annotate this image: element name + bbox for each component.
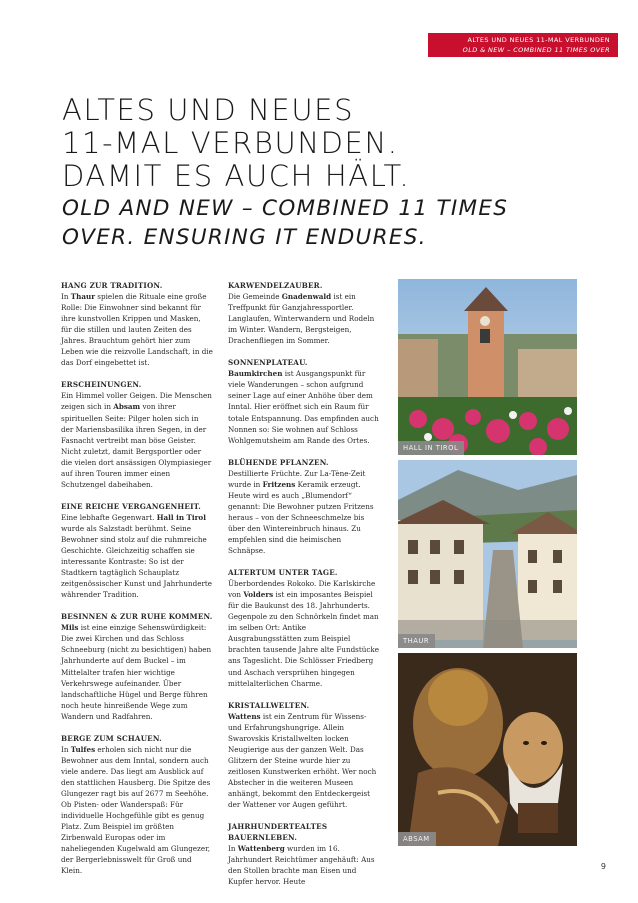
section-heading: KARWENDELZAUBER. — [228, 281, 323, 290]
place-name: Fritzens — [262, 479, 296, 489]
section-heading: EINE REICHE VERGANGENHEIT. — [61, 501, 201, 511]
headline-english: OLD AND NEW – COMBINED 11 TIMES OVER. ENSURING IT ENDURES. — [62, 196, 509, 250]
photo-hall-in-tirol — [398, 279, 577, 455]
article-section — [61, 611, 213, 721]
place-name: Absam — [113, 402, 141, 412]
section-heading: BLÜHENDE PFLANZEN. — [228, 457, 329, 467]
article-section — [228, 700, 380, 810]
section-body: In Tulfes erholen sich nicht nur die Bewohner aus dem Inntal, sondern auch viele andere. Das liegt am Ausblick auf den stattlichen Hausberg. Die Spitze des Glungezer ragt bis auf 2677 m Seehöhe. Ob Pisten- oder Wanderspaß: Für individuelle Hochgefühle gibt es genug Platz. Zum Beispiel im größten Zirbenwald Europas oder im naheliegenden Kugelwald am Glungezer, der Bergerlebnisswelt für Groß und Klein. — [61, 744, 211, 876]
place-name: Gnadenwald — [281, 292, 332, 302]
section-body: In Wattenberg wurden im 16. Jahrhundert Reichtümer angehäuft: Aus den Stollen brachte man Eisen und Kupfer hervor. Heute — [228, 844, 375, 887]
headline — [62, 94, 602, 252]
town-tower-image — [398, 279, 577, 455]
text-column-middle — [228, 280, 380, 898]
article-section — [228, 280, 380, 346]
village-street-image — [398, 460, 577, 648]
article-section — [228, 357, 380, 445]
section-body: Destillierte Früchte. Zur La-Tène-Zeit wurde in Fritzens Keramik erzeugt. Heute wird es auch „Blumendorf“ genannt: Die Bewohner putzen Fritzens heraus – von der Schneeschmelze bis über den Wintereinbruch hinaus. Zu empfehlen sind die heimischen Schnäpse. — [228, 468, 374, 556]
running-head — [428, 33, 618, 57]
section-body: Die Gemeinde Gnadenwald ist ein Treffpunkt für Ganzjahressportler. Langlaufen, Winterwandern und Rodeln im Winter. Wandern, Bergsteigen, Drachenfliegen im Sommer. — [228, 292, 375, 346]
page-number: 9 — [600, 862, 606, 871]
article-section — [61, 280, 213, 368]
article-section — [61, 733, 213, 877]
section-heading: ALTERTUM UNTER TAGE. — [228, 568, 338, 578]
place-name: Mils — [61, 623, 79, 633]
section-heading: HANG ZUR TRADITION. — [61, 281, 163, 290]
photo-thaur — [398, 460, 577, 648]
article-section — [228, 821, 380, 887]
section-body: Mils ist eine einzige Sehenswürdigkeit: Die zwei Kirchen und das Schloss Schneeburg (nicht zu besichtigen) haben Jahrhunderte auf dem Buckel – im Mittelalter trafen hier wichtige Verkehrswege aufeinander. Über landschaftliche Hügel und Berge führen noch heute hinreißende Wege zum Wandern und Radfahren. — [61, 623, 212, 721]
article-section — [228, 567, 380, 689]
text-column-left — [61, 280, 213, 887]
section-heading: ERSCHEINUNGEN. — [61, 380, 142, 390]
section-heading: JAHRHUNDERTEALTES BAUERNLEBEN. — [228, 822, 328, 843]
section-heading: SONNENPLATEAU. — [228, 358, 308, 368]
headline-german: ALTES UND NEUES 11-MAL VERBUNDEN. DAMIT ES AUCH HÄLT. — [62, 93, 411, 193]
section-heading: KRISTALLWELTEN. — [228, 700, 310, 710]
running-head-de: ALTES UND NEUES 11-MAL VERBUNDEN — [467, 36, 610, 44]
section-heading: BESINNEN & ZUR RUHE KOMMEN. — [61, 612, 213, 622]
place-name: Wattens — [228, 711, 261, 721]
section-body: Eine lebhafte Gegenwart. Hall in Tirol wurde als Salzstadt berühmt. Seine Bewohner sind stolz auf die ruhmreiche Geschichte. Gleichzeitig schaffen sie interessante Kontraste: So ist der Stadtkern tagtäglich Schauplatz zeitgenössischer Kunst und Jahrhunderte währender Tradition. — [61, 512, 213, 600]
article-section — [228, 457, 380, 556]
section-body: Baumkirchen ist Ausgangspunkt für viele Wanderungen – schon aufgrund seiner Lage auf einer Anhöhe über dem Inntal. Hier eröffnet sich ein Raum für totale Entspannung. Das empfinden auch Nonnen so: Sie wohnen auf Schloss Wohlgemutsheim am Rande des Ortes. — [228, 369, 379, 445]
photo-caption: ABSAM — [398, 832, 436, 846]
place-name: Hall in Tirol — [156, 512, 206, 522]
photo-caption: HALL IN TIROL — [398, 441, 464, 455]
wood-carving-image — [398, 653, 577, 846]
section-body: Wattens ist ein Zentrum für Wissens- und Erfahrungshungrige. Allein Swarovskis Kristallwelten locken Neugierige aus der ganzen Welt. Das Glitzern der Steine wurde hier zu zeitlosen Kunstwerken erhöht. Wer noch Abstecher in die weiteren Museen anhängt, bekommt den Entdeckergeist der Wattener vor Augen geführt. — [228, 711, 377, 810]
section-heading: BERGE ZUM SCHAUEN. — [61, 733, 162, 743]
section-body: Ein Himmel voller Geigen. Die Menschen zeigen sich in Absam von ihrer spirituellen Seite: Pilger holen sich in der Mariensbasilika ihren Segen, in der Fasnacht vertreibt man böse Geister. Nicht zuletzt, damit Bergsportler oder die vielen dort ansässigen Olympiasieger auf ihren Touren immer einen Schutzengel dabeihaben. — [61, 391, 212, 489]
place-name: Thaur — [70, 292, 96, 302]
place-name: Volders — [243, 590, 274, 600]
place-name: Tulfes — [70, 744, 96, 754]
photo-caption: THAUR — [398, 634, 435, 648]
article-section — [61, 379, 213, 489]
section-body: In Thaur spielen die Rituale eine große Rolle: Die Einwohner sind bekannt für ihre kunstvollen Krippen und Masken, für die stillen und lauten Zeiten des Jahres. Brauchtum gehört hier zum Leben wie die reizvolle Landschaft, in die das Dorf eingebettet ist. — [61, 292, 213, 368]
article-section — [61, 501, 213, 600]
section-body: Überbordendes Rokoko. Die Karlskirche von Volders ist ein imposantes Beispiel für die Baukunst des 18. Jahrhunderts. Gegenpole zu den Schnörkeln findet man im selben Ort: Antike Ausgrabungsstätten zum Beispiel brachten tausende Jahre alte Fundstücke ans Tageslicht. Die Schlösser Friedberg und Aschach versprühen hingegen mittelalterlichen Charme. — [228, 579, 380, 688]
place-name: Wattenberg — [237, 844, 285, 854]
photo-absam — [398, 653, 577, 846]
place-name: Baumkirchen — [228, 369, 283, 379]
running-head-en: OLD & NEW – COMBINED 11 TIMES OVER — [462, 46, 610, 54]
